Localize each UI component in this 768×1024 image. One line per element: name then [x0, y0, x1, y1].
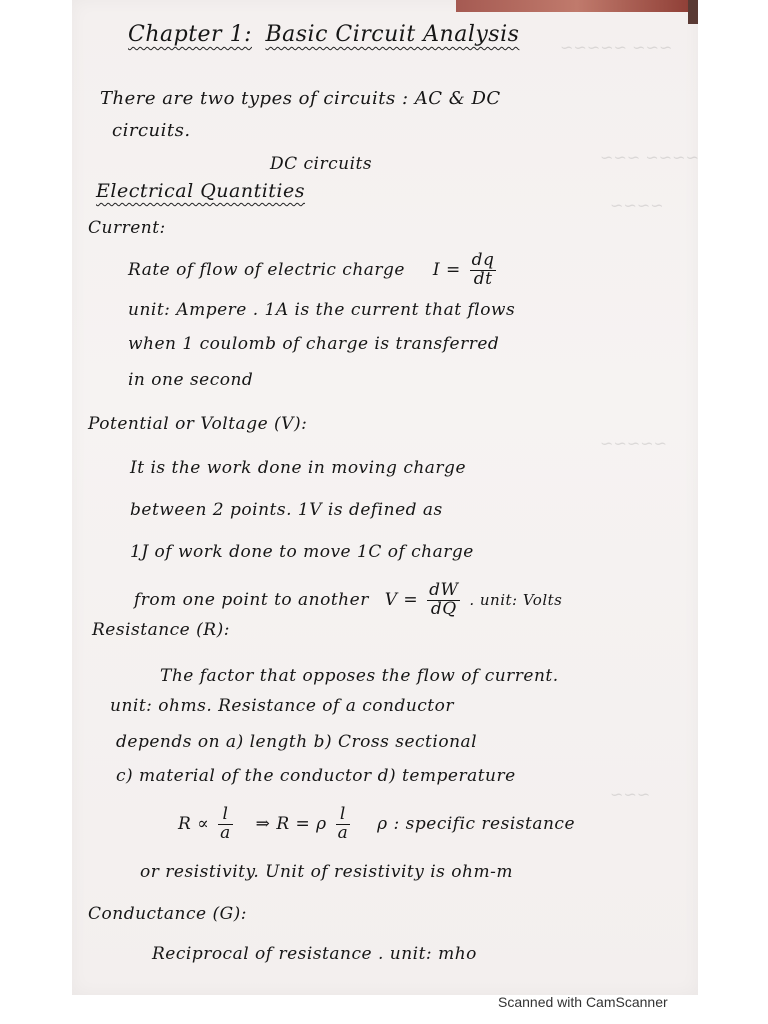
current-unit-line: when 1 coulomb of charge is transferred	[128, 334, 500, 354]
voltage-label: Potential or Voltage (V):	[88, 414, 308, 434]
resistivity-definition: ρ : specific resistance	[377, 813, 576, 834]
chapter-topic: Basic Circuit Analysis	[265, 22, 520, 47]
section-heading-text: Electrical Quantities	[96, 180, 306, 202]
current-formula-denominator: dt	[473, 268, 493, 289]
resistance-equation-numerator: l	[336, 806, 351, 825]
notebook-spine-edge	[688, 0, 698, 24]
camscanner-watermark: Scanned with CamScanner	[498, 994, 668, 1010]
voltage-definition-end: from one point to another	[134, 589, 369, 610]
resistance-equation-fraction	[336, 806, 351, 843]
bleed-through-text: ~~~~	[610, 196, 664, 215]
current-formula-numerator: dq	[471, 250, 495, 270]
chapter-label: Chapter 1:	[128, 22, 252, 47]
bleed-through-text: ~~~ ~~~~~	[560, 38, 673, 57]
resistance-proportional-fraction	[218, 806, 233, 843]
voltage-unit: . unit: Volts	[469, 590, 563, 609]
voltage-formula-denominator: dQ	[430, 598, 457, 619]
voltage-definition: It is the work done in moving charge	[130, 458, 467, 478]
resistance-proportional-lhs: R ∝	[178, 813, 210, 834]
voltage-definition: 1J of work done to move 1C of charge	[130, 542, 474, 562]
intro-line: There are two types of circuits : AC & DC	[100, 88, 501, 109]
bleed-through-text: ~~~	[610, 785, 651, 804]
resistance-definition: unit: ohms. Resistance of a conductor	[110, 696, 454, 716]
current-formula-lhs: I =	[432, 259, 461, 280]
resistance-formula-line	[178, 806, 575, 843]
intro-line: circuits.	[112, 120, 191, 141]
voltage-formula-lhs: V =	[384, 589, 419, 610]
conductance-label: Conductance (G):	[88, 904, 248, 924]
current-unit-line: in one second	[128, 370, 254, 390]
current-definition-text: Rate of flow of electric charge	[128, 259, 405, 280]
current-unit-line: unit: Ampere . 1A is the current that flows	[128, 300, 516, 320]
resistance-proportional-numerator: l	[218, 806, 233, 825]
voltage-formula-fraction	[427, 582, 460, 619]
resistance-factors: c) material of the conductor d) temperature	[116, 766, 516, 786]
resistance-equation-lhs: ⇒ R = ρ	[255, 813, 327, 834]
voltage-formula-numerator: dW	[429, 580, 459, 600]
resistance-definition: The factor that opposes the flow of current.	[160, 666, 559, 686]
current-formula	[432, 250, 500, 289]
bleed-through-text: ~~~~ ~~~	[600, 148, 699, 167]
section-heading	[96, 180, 305, 202]
current-label: Current:	[88, 218, 166, 238]
current-formula-fraction	[470, 252, 497, 289]
voltage-definition: between 2 points. 1V is defined as	[130, 500, 443, 520]
notebook-cover-edge	[456, 0, 698, 12]
chapter-title	[128, 22, 519, 47]
resistance-label: Resistance (R):	[92, 620, 230, 640]
resistance-equation-denominator: a	[337, 822, 349, 843]
resistance-factors: depends on a) length b) Cross sectional	[116, 732, 478, 752]
resistivity-unit-line: or resistivity. Unit of resistivity is ohm-m	[140, 862, 513, 882]
bleed-through-text: ~~~~~	[600, 434, 668, 453]
voltage-formula-line	[134, 582, 562, 619]
dc-circuits-subheading: DC circuits	[270, 154, 373, 174]
current-definition	[128, 252, 499, 289]
resistance-proportional-denominator: a	[220, 822, 231, 843]
conductance-definition: Reciprocal of resistance . unit: mho	[152, 944, 477, 964]
